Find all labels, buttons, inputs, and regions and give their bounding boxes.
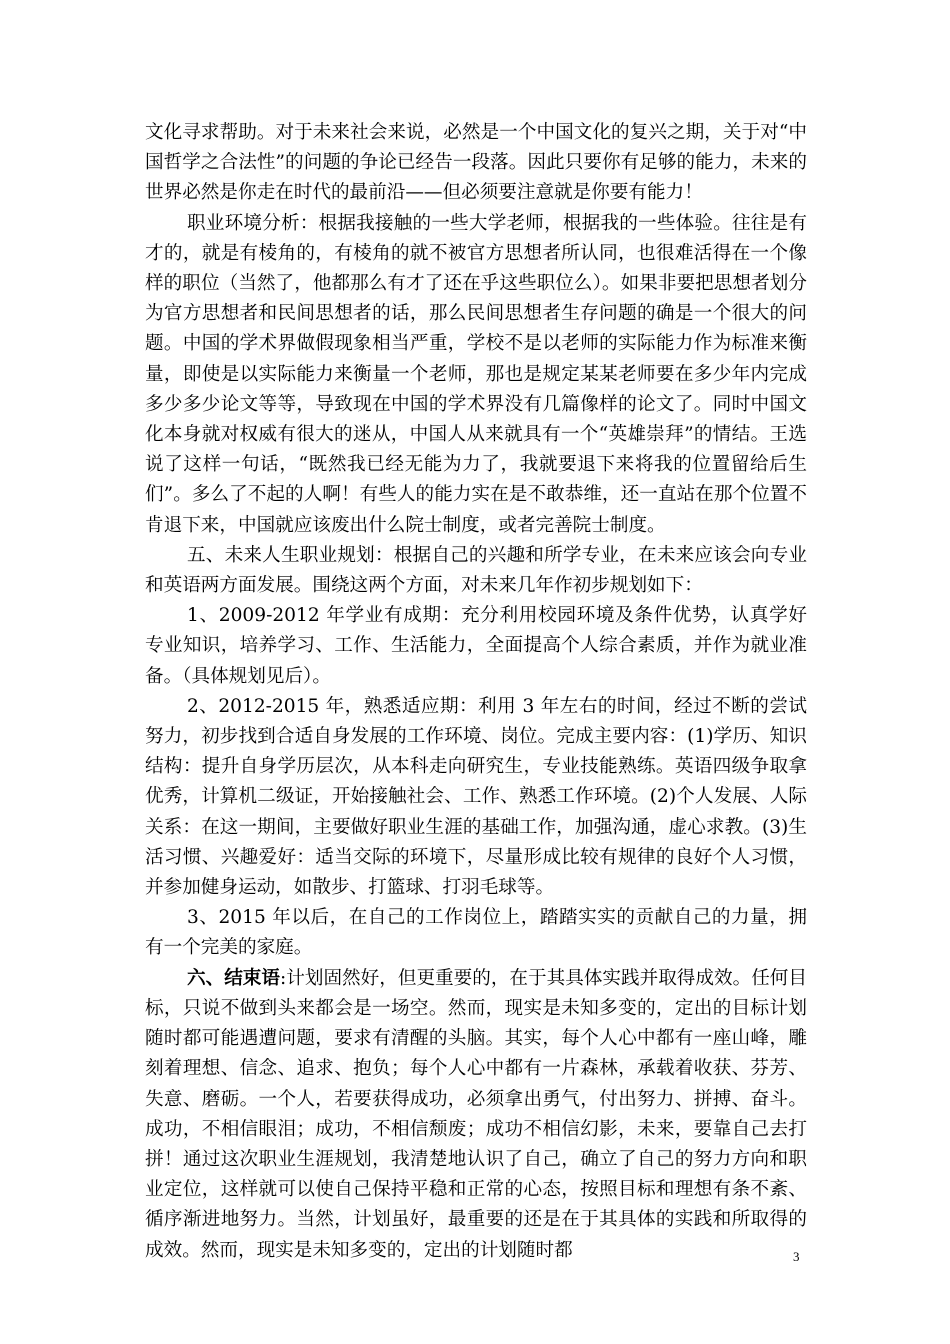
conclusion-body: :计划固然好，但更重要的，在于其具体实践并取得成效。任何目标，只说不做到头来都会是一场空。然而，现实是未知多变的，定出的目标计划随时都可能遇遭问题，要求有清醒的头脑。其实，每个人心中都有一座山峰，雕刻着理想、信念、追求、抱负；每个人心中都有一片森林，承载着收获、芬芳、失意、磨砺。一个人，若要获得成功，必须拿出勇气，付出努力、拼搏、奋斗。成功，不相信眼泪；成功，不相信颓废；成功不相信幻影，未来，要靠自己去打拼！通过这次职业生涯规划，我清楚地认识了自己，确立了自己的努力方向和职业定位，这样就可以使自己保持平稳和正常的心态，按照目标和理想有条不紊、循序渐进地努力。当然，计划虽好，最重要的还是在于其具体的实践和所取得的成效。然而，现实是未知多变的，定出的计划随时都	[145, 967, 807, 1261]
page-number: 3	[793, 1249, 800, 1264]
paragraph-conclusion	[145, 964, 807, 1266]
paragraph-culture: 文化寻求帮助。对于未来社会来说，必然是一个中国文化的复兴之期，关于对“中国哲学之合法性”的问题的争论已经告一段落。因此只要你有足够的能力，未来的世界必然是你走在时代的最前沿——但必须要注意就是你要有能力！	[145, 122, 807, 204]
paragraph-plan-stage-3: 3、2015 年以后，在自己的工作岗位上，踏踏实实的贡献自己的力量，拥有一个完美的家庭。	[145, 907, 807, 959]
paragraph-plan-stage-1: 1、2009-2012 年学业有成期：充分利用校园环境及条件优势，认真学好专业知识，培养学习、工作、生活能力，全面提高个人综合素质，并作为就业准备。（具体规划见后）。	[145, 605, 807, 687]
paragraph-future-plan: 五、未来人生职业规划：根据自己的兴趣和所学专业，在未来应该会向专业和英语两方面发展。围绕这两个方面，对未来几年作初步规划如下：	[145, 544, 807, 597]
paragraph-career-environment: 职业环境分析：根据我接触的一些大学老师，根据我的一些体验。往往是有才的，就是有棱角的，有棱角的就不被官方思想者所认同，也很难活得在一个像样的职位（当然了，他都那么有才了还在乎这些职位么）。如果非要把思想者划分为官方思想者和民间思想者的话，那么民间思想者生存问题的确是一个很大的问题。中国的学术界做假现象相当严重，学校不是以老师的实际能力作为标准来衡量，即使是以实际能力来衡量一个老师，那也是规定某某老师要在多少年内完成多少多少论文等等，导致现在中国的学术界没有几篇像样的论文了。同时中国文化本身就对权威有很大的迷从，中国人从来就具有一个“英雄崇拜”的情结。王选说了这样一句话，“既然我已经无能为力了，我就要退下来将我的位置留给后生们”。多么了不起的人啊！有些人的能力实在是不敢恭维，还一直站在那个位置不肯退下来，中国就应该废出什么院士制度，或者完善院士制度。	[145, 212, 807, 536]
paragraph-plan-stage-2: 2、2012-2015 年，熟悉适应期：利用 3 年左右的时间，经过不断的尝试努力，初步找到合适自身发展的工作环境、岗位。完成主要内容：(1)学历、知识结构：提升自身学历层次，从本科走向研究生，专业技能熟练。英语四级争取拿优秀，计算机二级证，开始接触社会、工作、熟悉工作环境。(2)个人发展、人际关系：在这一期间，主要做好职业生涯的基础工作，加强沟通，虚心求教。(3)生活习惯、兴趣爱好：适当交际的环境下，尽量形成比较有规律的良好个人习惯，并参加健身运动，如散步、打篮球、打羽毛球等。	[145, 695, 807, 899]
conclusion-heading: 六、结束语	[187, 967, 280, 989]
document-body	[145, 118, 807, 1266]
